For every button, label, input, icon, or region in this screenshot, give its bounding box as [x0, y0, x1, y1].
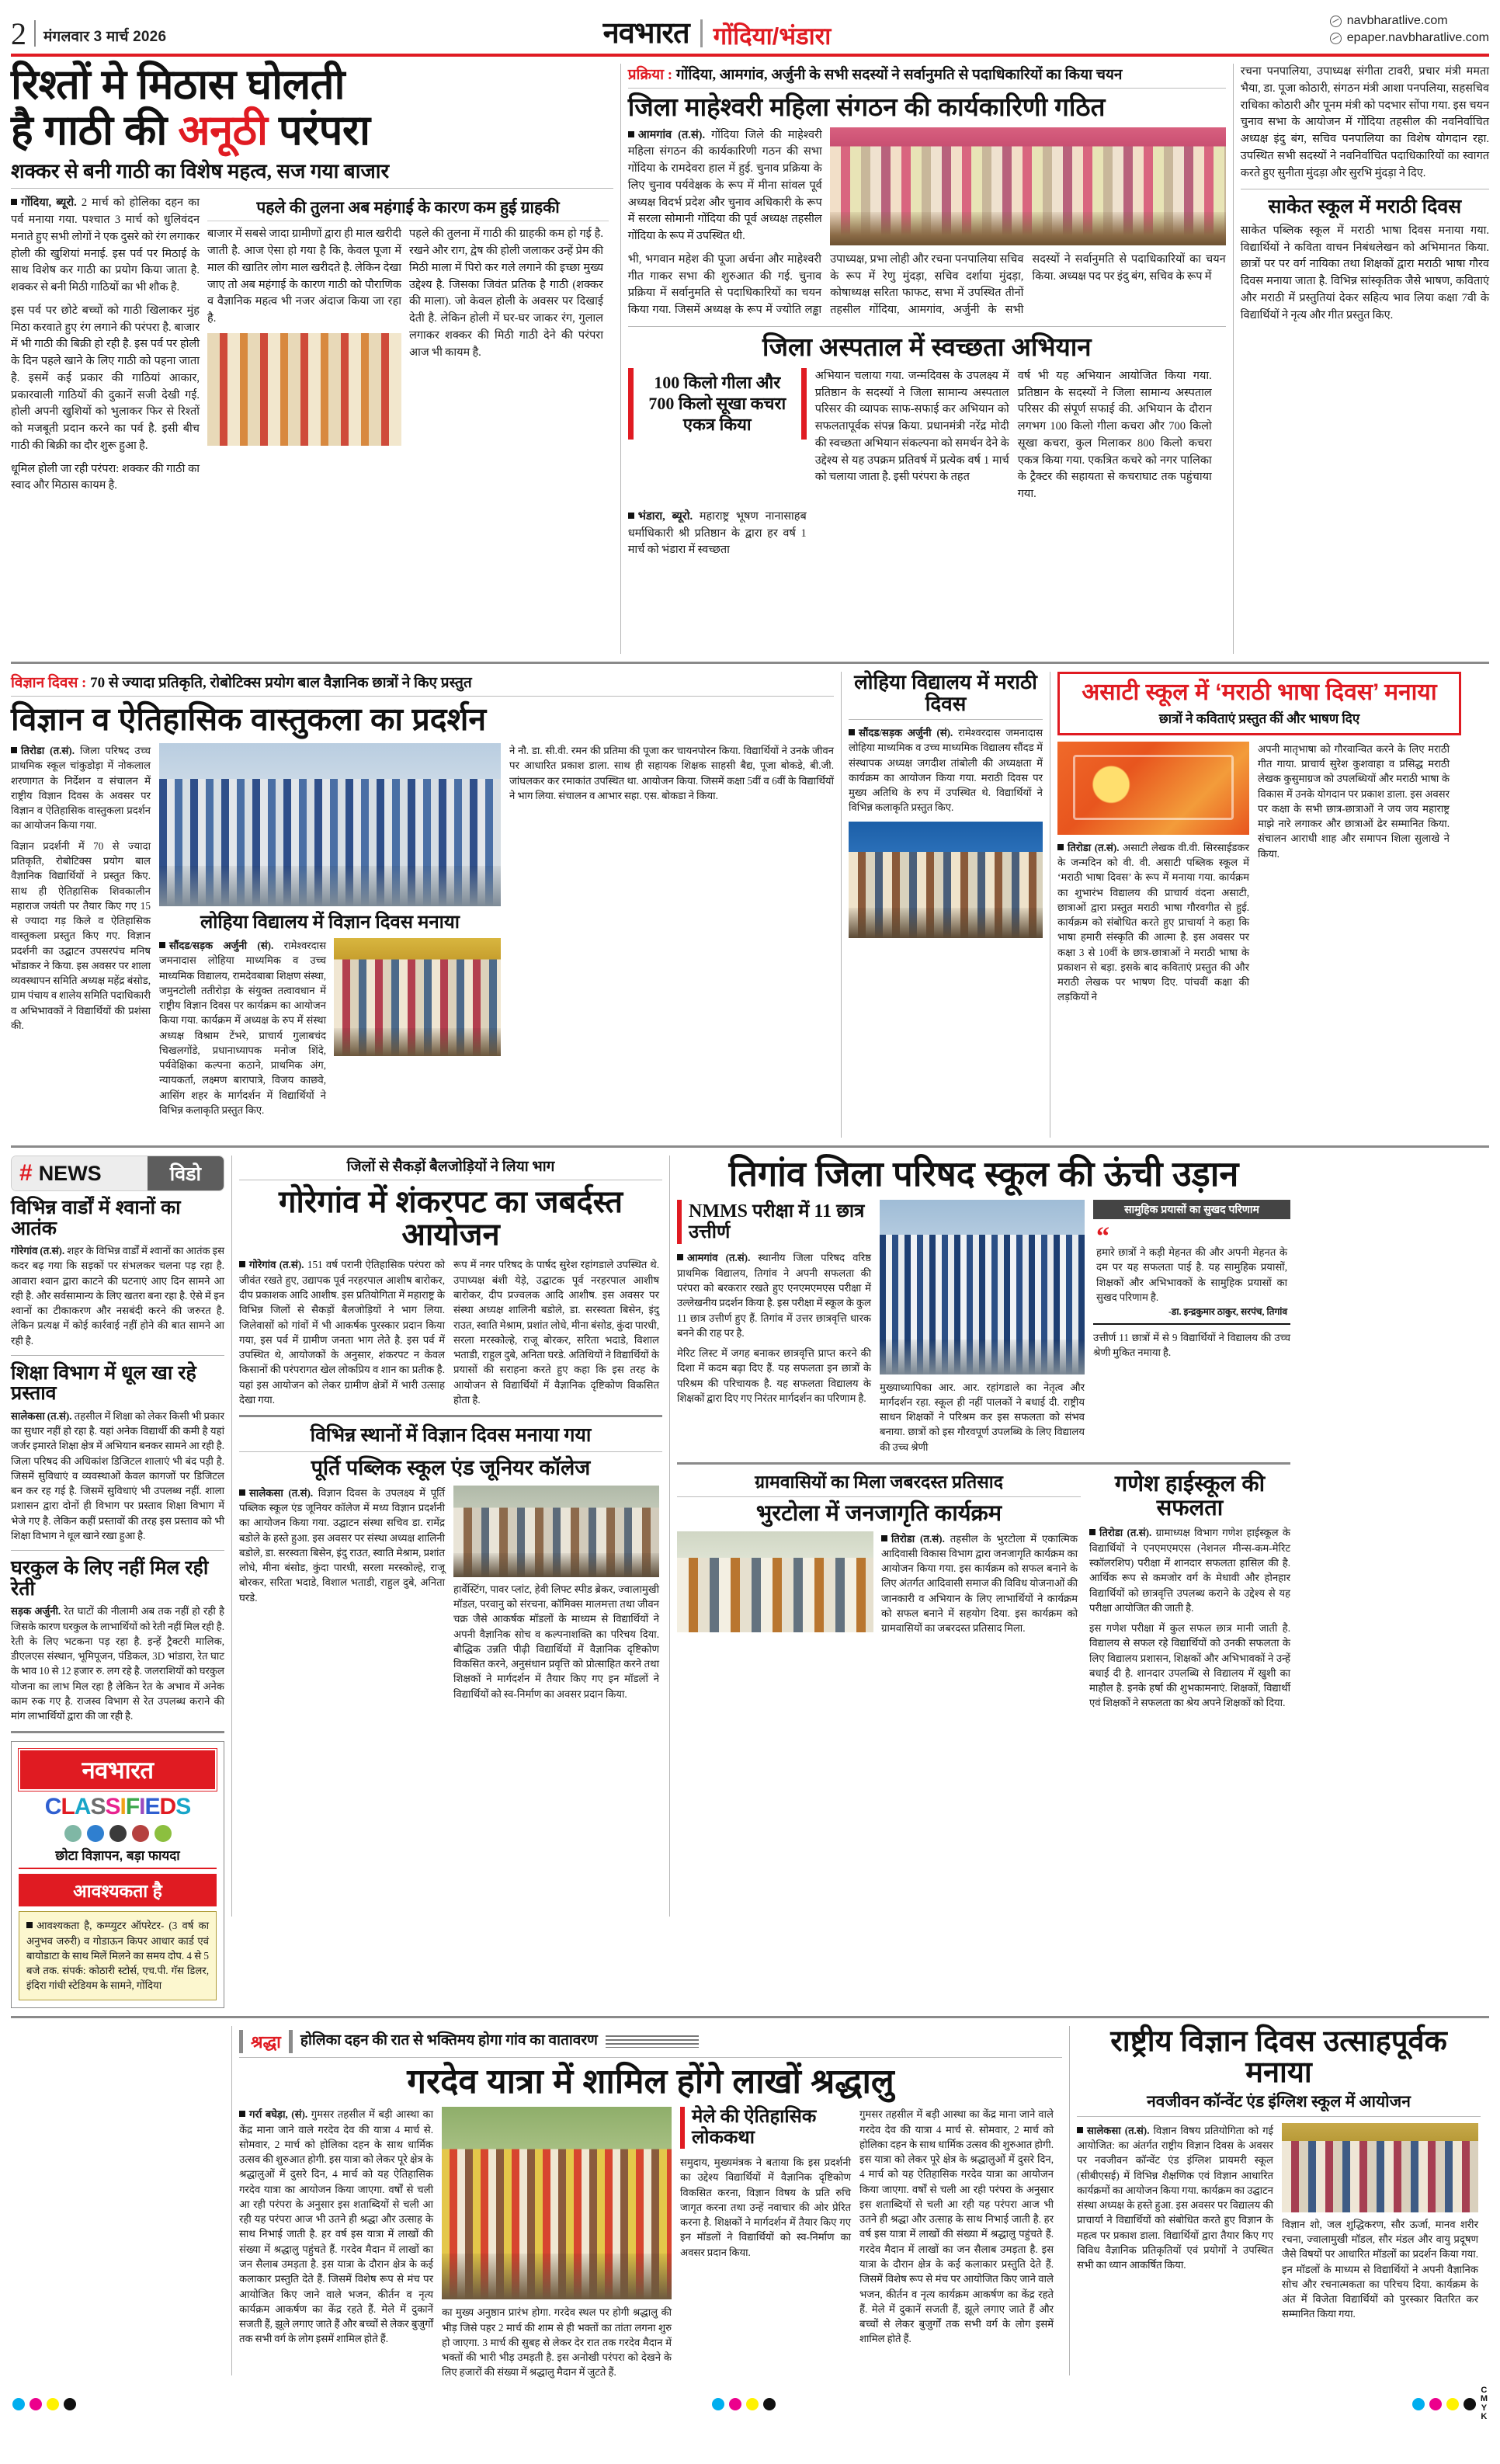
shraddha-col-1	[239, 2107, 433, 2379]
maheshwari-headline: जिला माहेश्वरी महिला संगठन की कार्यकारिणी गठित	[627, 92, 1106, 121]
classifieds-logo: नवभारत	[19, 1749, 217, 1791]
cmyk-dots-center	[712, 2398, 776, 2410]
bhurtola-body: तिरोडा (त.सं). तहसील के भुरटोला में एकात्मिक आदिवासी विकास विभाग द्वारा जनजागृति कार्यक्रम का आयोजन किया गया. इस कार्यक्रम को सफल बनाने के लिए अंतर्गत आदिवासी समाज की विविध योजनाओं की जानकारी व अभियान के लिए लाभार्थियों ने कार्यक्रम को सफल बनाने में सहयोग दिया. इस कार्यक्रम को ग्रामवासियों का जबरदस्त प्रतिसाद मिला.	[881, 1532, 1078, 1635]
folk-tale-box	[680, 2107, 851, 2149]
bullet-square	[1077, 2127, 1083, 2133]
top-section	[11, 61, 1489, 654]
asati-col-1	[1057, 742, 1249, 1005]
lead-col-2b	[409, 226, 603, 446]
wheel-icon	[132, 1825, 149, 1842]
column-separator	[841, 672, 842, 1138]
newspaper-logo: नवभारत	[602, 17, 689, 50]
column-separator	[669, 1156, 670, 1917]
column-separator	[620, 64, 621, 654]
bhurtola-top-headline: ग्रामवासियों का मिला जबरदस्त प्रतिसाद	[677, 1472, 1081, 1497]
quote-attribution: -डा. इन्द्रकुमार ठाकुर, सरपंच, तिगांव	[1168, 1306, 1287, 1318]
photo-marathi-banner	[1057, 742, 1249, 835]
science-body-3: ने नौ. डा. सी.वी. रमन की प्रतिमा की पूजा कर चायनपोरन किया. विद्यार्थियों ने उनके जीवन पर आधारित प्रकाश डाला. साथ ही सहायक शिक्षक साहसी बैद्य, पूजा बोकडे, बी.जी. जांघलकर कर रमाकांत उपस्थित था. आयोजन किया. जिसमें कक्षा 5वीं व 6वीं के विद्यार्थियों ने भाग लिया. संचालन व आभार सहा. एस. बोकडा ने किया.	[509, 745, 834, 801]
asati-headline-box	[1057, 672, 1461, 735]
globe-icon	[1330, 16, 1342, 27]
maheshwari-and-hospital	[628, 64, 1226, 654]
saket-body: साकेत पब्लिक स्कूल में मराठी भाषा दिवस मनाया गया. विद्यार्थियों ने कविता वाचन निबंधलेखन को अभिमानत किया. छात्रों पर पर वर्ग नायिका तथा शिक्षकों द्वारा मराठी भाषा गौरव दिवस मनाया जाता है. विभिन्न सांस्कृतिक जैसे भाषण, कविताएं और मराठी में प्रस्तुतियां देकर सहित्य भाव लिया कक्षा 7वी के विद्यार्थियों ने नृत्य और गीत प्रस्तुत किए.	[1240, 224, 1489, 321]
decorative-lines	[606, 2035, 699, 2048]
shankarpat-column	[239, 1156, 662, 2008]
vigyan-body-1: सालेकसा (त.सं). विज्ञान विषय प्रतियोगिता को गई आयोजित: का अंतर्गत राष्ट्रीय विज्ञान दिवस के अवसर पर नवजीवन कॉन्वेंट एंड इंग्लिश प्रायमरी स्कूल (सीबीएसई) में विभिन्न शैक्षणिक एवं विज्ञान आधारित कार्यक्रमों का आयोजन किया गया. कार्यक्रम का उद्घाटन संस्था अध्यक्ष के हस्ते हुआ. इस अवसर पर विद्यालय की प्राचार्या ने विद्यार्थियों को संबोधित करते हुए विज्ञान के महत्व पर प्रकाश डाला. विद्यार्थियों द्वारा तैयार किए गए विविध वैज्ञानिक प्रतिकृतियों एवं प्रयोगों ने उपस्थित सभी का ध्यान आकर्षित किया.	[1077, 2124, 1273, 2271]
tigaon-column	[677, 1156, 1290, 2008]
ghar-body: सड़क अर्जुनी. रेत घाटों की नीलामी अब तक नहीं हो रही है जिसके कारण घरकुल के लाभार्थियों को रेती नहीं मिल रही है. रेती के लिए भटकना पड़ रहा है. इन्हें ट्रैक्टरी मालिक, डीएलएस संस्थान, भूमिपूजन, पंडिकल, 3D भांडारा, रेत घाट के भाव 10 से 12 हजार रु. लग रहे है. जलराशियों को घरकुल योजना का लाभ मिल रहा है लेकिन रेत के अभाव में अनेक काम रुक गए है. राजस्व विभाग से रेत उपलब्ध कराने की मांग लाभार्थियों द्वारा की जा रही है.	[11, 1605, 224, 1722]
purti-body-2: हार्वेस्टिंग, पावर प्लांट, हेवी लिफ्ट स्पीड ब्रेकर, ज्वालामुखी मॉडल, परवानु को संरचना, कॉमिक्स मालमत्ता तथा जीवन चक्र जैसे आकर्षक मॉडलों के माध्यम से विद्यार्थियों ने अपनी वैज्ञानिक सोच व कल्पनाशक्ति का परिचय दिया. बौद्धिक उन्नति पीढ़ी विद्यार्थियों में वैज्ञानिक दृष्टिकोण विकसित करने, अनुसंधान प्रवृत्ति को प्रोत्साहित करने तथा शिक्षकों ने मार्गदर्शन में तैयार किए गए इन मॉडलों ने विद्यार्थियों को स्व-निर्माण का अवसर प्रदान किया.	[453, 1583, 659, 1700]
tigaon-photo-wrap	[880, 1200, 1085, 1454]
tigaon-body-2: मेरिट लिस्ट में जगह बनाकर छात्रवृत्ति प्राप्त करने की दिशा में कदम बढ़ा दिए हैं. यह सफलता इन छात्रों के परिश्रम की परिचायक है. यह सफलता विद्यालय के शिक्षकों द्वारा दिए गए निरंतर मार्गदर्शन का परिणाम है.	[677, 1347, 871, 1404]
maheshwari-body-3: रचना पनपालिया, उपाध्यक्ष संगीता टावरी, प्रचार मंत्री ममता भैया, डा. पूजा कोठारी, संगठन मंत्री आशा पनपलिया, सहसचिव राधिका कोठारी और पूनम मंत्री को पदभार सोंपा गया. इस चयन चुनाव सभा के आयोजन में गोंदिया तहसील की नवनिर्वाचित अध्यक्ष इंदु बंग, सचिव पनपालिया का विशेष योगदान रहा. उपस्थित सभी सदस्यों ने नवनिर्वाचित पदाधिकारियों का स्वागत करते हुए सुनीता मुंदड़ा और सुरभि मुंदड़ा ने दिए.	[1240, 65, 1489, 179]
footer	[11, 2380, 1489, 2430]
bullet-square	[628, 131, 634, 137]
vigyan-subhead: नवजीवन कॉन्वेंट एंड इंग्लिश स्कूल में आयोजन	[1077, 2088, 1481, 2117]
photo-lohia-stage	[849, 822, 1043, 938]
asati-dateline: तिरोडा (त.सं).	[1068, 841, 1120, 853]
vigyan-headline: राष्ट्रीय विज्ञान दिवस उत्साहपूर्वक मनाया	[1110, 2024, 1447, 2089]
maheshwari-kicker: प्रक्रिया : गोंदिया, आमगांव, अर्जुनी के सभी सदस्यों ने सर्वानुमति से पदाधिकारियों का किया चयन	[628, 64, 1226, 89]
vigyan-body-2: विज्ञान शो, जल शुद्धिकरण, सौर ऊर्जा, मानव शरीर रचना, ज्वालामुखी मॉडल, सौर मंडल और वायु प्रदूषण जैसे विषयों पर आधारित मॉडलों का प्रदर्शन किया गया. इन मॉडलों के माध्यम से विद्यार्थियों ने अपनी वैज्ञानिक सोच और रचनात्मकता का परिचय दिया. कार्यक्रम के अंत में विजेता विद्यार्थियों को पुरस्कार वितरित कर सम्मानित किया गया.	[1282, 2218, 1478, 2320]
section-separator	[628, 326, 1226, 327]
bottom-left-spacer	[11, 2026, 224, 2380]
science-photo-wrap	[159, 743, 501, 1117]
shankarpat-col-1	[239, 1257, 445, 1407]
purti-dateline: सालेकसा (त.सं).	[249, 1486, 314, 1499]
asati-headline: असाटी स्कूल में ‘मराठी भाषा दिवस’ मनाया	[1082, 679, 1437, 705]
bullet-square	[159, 942, 165, 948]
purti-body-1: सालेकसा (त.सं). विज्ञान दिवस के उपलक्ष्य में पूर्ति पब्लिक स्कूल एंड जूनियर कॉलेज में मध्य विज्ञान प्रदर्शनी का आयोजन किया गया. उद्घाटन संस्था सचिव डा. रामेंद्र बडोले के हस्ते हुआ. इस अवसर पर संस्था अध्यक्ष शालिनी बडोले, डा. सरस्वता बिसेन, इंदु राउत, स्वाति मेश्राम, प्रशांत लोधे, मीना बंसोड, कुंदा पारधी, सरला मरस्कोल्हे, राजू बोरकर, सरिता भदाडे, विशाल भताडी, राहुल दुबे, अनिता घरडे.	[239, 1486, 445, 1604]
asati-deck: छात्रों ने कविताएं प्रस्तुत कीं और भाषण दिए	[1158, 711, 1360, 726]
black-dot	[1464, 2398, 1476, 2410]
photo-shraddha-rally	[442, 2107, 672, 2299]
masthead-red-rule	[11, 54, 1489, 57]
lead-col-2a	[207, 226, 401, 446]
vigyan-divas-column	[1077, 2026, 1481, 2380]
dust-dateline: सालेकसा (त.सं).	[11, 1409, 72, 1422]
mid-section	[11, 1156, 1489, 2008]
section-separator	[11, 1731, 224, 1733]
bullet-square	[677, 1254, 683, 1260]
page-number: 2	[11, 16, 26, 51]
shraddha-body-1-cont: गुमसर तहसील में बड़ी आस्था का केंद्र माना जाने वाले गरदेव देव की यात्रा 4 मार्च से. सोमवार, 2 मार्च को होलिका दहन के साथ धार्मिक उत्सव की शुरुआत होगी. इस यात्रा को लेकर पूरे क्षेत्र के श्रद्धालुओं में दुसरे दिन, 4 मार्च को यह ऐतिहासिक गरदेव यात्रा का आयोजन किया जाएगा. वर्षों से चली आ रही परंपरा के अनुसार इस शताब्दियों से चली आ रही यह परंपरा आज भी उतने ही श्रद्धा और उत्साह के साथ निभाई जाती है. हर वर्ष इस यात्रा में लाखों की संख्या में श्रद्धालु पहुंचते हैं. गरदेव मैदान में लाखों का जन सैलाब उमड़ता है. इस यात्रा के दौरान क्षेत्र के कई कलाकार प्रस्तुति देते हैं. जिसमें विशेष रूप से मंच पर आयोजित किए जाने वाले भजन, कीर्तन व नृत्य कार्यक्रम आकर्षण का केंद्र रहते हैं. मेले में दुकानें सजती हैं, झूले लगाए जाते हैं और बच्चों से लेकर बुजुर्गों तक सभी वर्ग के लोग इसमें शामिल होते हैं.	[859, 2108, 1054, 2345]
vigyan-dateline: सालेकसा (त.सं).	[1087, 2124, 1150, 2136]
science-section	[11, 672, 1489, 1138]
hash-icon: #	[19, 1160, 33, 1186]
shankarpat-col-2	[453, 1257, 659, 1407]
epaper-url: epaper.navbharatlive.com	[1346, 31, 1489, 44]
lead-story	[11, 61, 613, 654]
hospital-col-2	[1018, 368, 1212, 503]
shraddha-headline: गरदेव यात्रा में शामिल होंगे लाखों श्रद्धालु	[407, 2062, 894, 2101]
lead-body-3: धूमिल होली जा रही परंपरा: शक्कर की गाठी का स्वाद और मिठास कायम है.	[11, 462, 200, 492]
shraddha-col-4	[859, 2107, 1054, 2379]
science-main	[11, 672, 834, 1138]
column-separator	[1069, 2026, 1070, 2375]
masthead	[11, 0, 1489, 51]
photo-science-exhibition	[159, 743, 501, 906]
section-separator	[11, 1355, 224, 1356]
lead-body-4: बाजार में सबसे जादा ग्रामीणों द्वारा ही माल खरीदी जाती है. आज ऐसा हो गया है कि, केवल पूजा में माल की खातिर लोग माल खरीदते है. लेकिन देखा जाए तो अब महंगाई के कारण गाठी को पौराणिक व वैज्ञानिक महत्व भी नजर अंदाज किया जा रहा है.	[207, 228, 401, 325]
yellow-dot	[746, 2398, 759, 2410]
ganesh-body-1: तिरोडा (त.सं). ग्रामाध्यक्ष विभाग गणेश हाईस्कूल के विद्यार्थियों ने एनएमएमएस (नेशनल मीन्स-कम-मेरिट स्कॉलरशिप) परीक्षा में शानदार सफलता हासिल की है. आर्थिक रूप से कमजोर वर्ग के मेधावी और होनहार विद्यार्थियों को छात्रवृत्ति उपलब्ध कराने के उद्देश्य से यह परीक्षा आयोजित की जाती है.	[1089, 1527, 1290, 1614]
shankarpat-headline: गोरेगांव में शंकरपट का जबर्दस्त आयोजन	[278, 1184, 623, 1253]
news-tag-label: NEWS	[38, 1161, 102, 1185]
shraddha-strip	[239, 2026, 1062, 2058]
folk-tale-title: मेले की ऐतिहासिक लोककथा	[692, 2107, 817, 2149]
maheshwari-body-2: भी, भगवान महेश की पूजा अर्चना और माहेश्वरी गीत गाकर सभा की शुरुआत की गई. चुनाव प्रक्रिया में सर्वानुमति से पदाधिकारियों का चयन किया गया. जिसमें अध्यक्ष के रूप में ज्योति लड्ढा उपाध्यक्ष, प्रभा लोही और रचना पनपालिया सचिव के रूप में रेणु मुंदड़ा, सचिव दर्शाया मुंदड़ा, कोषाध्यक्ष सरिता फाफट, सभा में उपस्थित तीनों तहसील गोंदिया, आमगांव, अर्जुनी के सभी सदस्यों ने सर्वानुमति से पदाधिकारियों का चयन किया. अध्यक्ष पद पर इंदु बंग, सचिव के रूप में	[627, 252, 1226, 317]
lead-headline-highlight: अनूठी	[178, 107, 268, 155]
masthead-logo-group	[603, 19, 832, 48]
asati-column	[1057, 672, 1461, 1138]
classifieds-want-bar: आवश्यकता है	[19, 1874, 217, 1906]
logo-divider	[700, 19, 703, 47]
ganesh-dateline: तिरोडा (त.सं).	[1099, 1527, 1152, 1539]
purti-top-headline: विभिन्न स्थानों में विज्ञान दिवस मनाया गया	[239, 1425, 662, 1452]
strip-bar	[239, 2030, 243, 2053]
shraddha-body-2: का मुख्य अनुष्ठान प्रारंभ होगा. गरदेव स्थल पर होगी श्रद्धालु की भीड़ जिसे पहर 2 मार्च की शाम से ही भक्तों का तांता लगना शुरु हो जाएगा. 3 मार्च की सुबह से लेकर देर रात तक गरदेव मैदान में भक्तों की भारी भीड़ उमड़ती है. इस अनोखी परंपरा को देखने के लिए हजारों की संख्या में श्रद्धालु मैदान में जुटते हैं.	[442, 2306, 672, 2379]
shraddha-body-3: समुदाय, मुख्यमंत्रक ने बताया कि इस प्रदर्शनी का उद्देश्य विद्यार्थियों में वैज्ञानिक दृष्टिकोण विकसित करना, विज्ञान विषय के प्रति रुचि जागृत करना तथा उन्हें नवाचार की ओर प्रेरित करना है. शिक्षकों ने मार्गदर्शन में तैयार किए गए इन मॉडलों ने विद्यार्थियों को स्व-निर्माण का अवसर प्रदान किया.	[680, 2156, 851, 2258]
tigaon-dateline: आमगांव (त.सं).	[687, 1252, 751, 1264]
tigaon-col-1	[677, 1200, 871, 1454]
maheshwari-dateline: आमगांव (त.सं).	[637, 128, 706, 141]
science-headline: विज्ञान व ऐतिहासिक वास्तुकला का प्रदर्शन	[11, 700, 487, 737]
photo-vigyan-award	[1282, 2123, 1478, 2212]
major-separator	[11, 1145, 1489, 1148]
tigaon-col-3	[1093, 1200, 1290, 1454]
globe-icon	[1330, 33, 1342, 44]
bullet-square	[26, 1922, 33, 1928]
bullet-square	[11, 199, 17, 205]
maheshwari-col-1	[628, 127, 822, 245]
magenta-dot	[30, 2398, 42, 2410]
edition-name: गोंदिया/भंडारा	[713, 23, 832, 50]
photo-sweets-market	[207, 333, 401, 446]
website-url: navbharatlive.com	[1346, 14, 1448, 27]
masthead-urls	[1330, 14, 1489, 48]
shraddha-box-col	[680, 2107, 851, 2379]
hospital-col-1	[815, 368, 1009, 503]
epaper-url-row[interactable]	[1330, 31, 1489, 45]
shankarpat-body-2: रूप में नगर परिषद के पार्षद सुरेश रहांगडाले उपस्थित थे. उपाध्यक्ष बंशी येड़े, उद्घाटक पूर्व नरहरपाल आशीष बारोकर, दीप प्रज्वलक आदि आशीष. इस अवसर पर संस्था अध्यक्ष शालिनी बडोले, डा. सरस्वता बिसेन, इंदु राउत, स्वाति मेश्राम, प्रशांत लोधे, मीना बंसोड, कुंदा पारधी, सरला मरस्कोल्हे, राजू बोरकर, सरिता भदाडे, विशाल भताडी, राहुल दुबे, अनिता घरडे. अतिथियों ने विद्यार्थियों के प्रयासों की सराहना करते हुए कहा कि इस तरह के आयोजन से विद्यार्थियों में वैज्ञानिक दृष्टिकोण विकसित होता है.	[453, 1259, 659, 1406]
major-separator	[11, 2016, 1489, 2018]
house-icon	[64, 1825, 82, 1842]
bottom-section	[11, 2026, 1489, 2380]
quote-box	[1093, 1224, 1290, 1325]
major-separator	[11, 662, 1489, 664]
quote-text: हमारे छात्रों ने कड़ी मेहनत की और अपनी मेहनत के दम पर यह सफलता पाई है. यह सामुहिक प्रयासों, शिक्षकों और अभिभावकों के सामुहिक प्रयासों का सुखद परिणाम है.	[1096, 1246, 1287, 1303]
hospital-body-1: अभियान चलाया गया. जन्मदिवस के उपलक्ष्य में प्रतिष्ठान के सदस्यों ने जिला सामान्य अस्पताल परिसर की व्यापक साफ-सफाई कर अभियान को सफलतापूर्वक संपन्न किया. प्रधानमंत्री नरेंद्र मोदी की स्वच्छता अभियान संकल्पना को समर्थन देने के उद्देश्य से यह उपक्रम प्रतिवर्ष में प्रत्येक वर्ष 1 मार्च को चलाया जाता है. इसी परंपरा के तहत	[814, 369, 1009, 484]
lohia-marathi-body: सौंदड/सड़क अर्जुनी (सं). रामेश्वरदास जमनादास लोहिया माध्यमिक व उच्च माध्यमिक विद्यालय सौंदड में संस्थापक अध्यक्ष जगदीश तांबोली की अध्यक्षता में कार्यक्रम का आयोजन किया गया. मराठी दिवस पर मुख्य अतिथि के रुप में उपस्थित थे. विद्यार्थियों ने विभिन्न कलाकृति प्रस्तुत किए.	[849, 727, 1043, 814]
hospital-headline: जिला अस्पताल में स्वच्छता अभियान	[762, 332, 1092, 361]
yellow-dot	[47, 2398, 59, 2410]
cyan-dot	[12, 2398, 25, 2410]
lohia-dateline: सौंदड/सड़क अर्जुनी (सं).	[169, 940, 274, 952]
search-icon	[87, 1825, 104, 1842]
science-kicker: विज्ञान दिवस : 70 से ज्यादा प्रतिकृति, रोबोटिक्स प्रयोग बाल वैज्ञानिक छात्रों ने किए प्रस्तुत	[11, 672, 834, 697]
maheshwari-body-1: आमगांव (त.सं). गोंदिया जिले की माहेश्वरी महिला संगठन की कार्यकारिणी गठन की सभा गोंदिया के रामदेवरा हाल में हुई. चुनाव प्रक्रिया के लिए चुनाव पर्यवेक्षक के रूप में मीना सांवल पूर्व अध्यक्ष विदर्भ प्रदेश और चुनाव अधिकारी के रूप में सरला सोमानी गोंदिया की पूर्व अध्यक्ष तहसील गोंदिया के रूप में उपस्थित थी.	[627, 128, 822, 243]
cyan-dot	[712, 2398, 724, 2410]
kicker-label: प्रक्रिया :	[627, 67, 673, 83]
tigaon-headline: तिगांव जिला परिषद स्कूल की ऊंची उड़ान	[728, 1154, 1239, 1194]
lead-dateline: गोंदिया, ब्यूरो.	[21, 196, 77, 210]
magenta-dot	[1429, 2398, 1442, 2410]
purti-col-2	[453, 1486, 659, 1701]
bullet-square	[1057, 844, 1064, 850]
shankarpat-dateline: गोरेगांव (त.सं).	[249, 1259, 304, 1271]
lohia-science-headline: लोहिया विद्यालय में विज्ञान दिवस मनाया	[200, 912, 460, 933]
lead-headline-line2: है गाठी की अनूठी परंपरा	[11, 107, 370, 155]
shraddha-column	[239, 2026, 1062, 2380]
hospital-pullquote-box	[628, 368, 807, 440]
column-separator	[231, 1156, 232, 1917]
ganesh-body-2: इस गणेश परीक्षा में कुल सफल छात्र मानी जाती है. विद्यालय से सफल रहे विद्यार्थियों को उनकी सफलता के लिए विद्यालय प्रशासन, शिक्षकों और अभिभावकों ने उन्हें बधाई दी है. शानदार उपलब्धि से विद्यालय में खुशी का माहौल है. इनके हर्षा की शुभकामनाएं. शिक्षकों, विद्यार्थी एवं शिक्षकों ने सफलता का श्रेय अपने शिक्षकों को दिया.	[1089, 1622, 1290, 1709]
lead-col-1	[11, 195, 200, 495]
asati-body-2: अपनी मातृभाषा को गौरवान्वित करने के लिए मराठी गीत गाया. प्राचार्य सुरेश कुशवाहा व प्रसिद्ध मराठी लेखक कुसुमाग्रज को उपलब्धियों और मराठी भाषा के विकास में उनके योगदान पर प्रकाश डाला. इस अवसर पर कक्षा के सभी छात्र-छात्राओं ने जय जय महाराष्ट्र माझे नारे लगाकर और छात्राओं ढेर सम्मानित किया. संचालन आराधी शाह और समापन शिला सुलाखे ने किया.	[1258, 742, 1450, 860]
strip-bar	[289, 2030, 293, 2053]
hospital-dateline-para: भंडारा, ब्यूरो. महाराष्ट्र भूषण नानासाहब धर्माधिकारी श्री प्रतिष्ठान के द्वारा हर वर्ष 1 मार्च को भंडारा में स्वच्छता	[627, 509, 807, 557]
dogs-headline: विभिन्न वार्डों में श्वानों का आतंक	[11, 1197, 181, 1239]
shankarpat-kicker: जिलों से सैकड़ों बैलजोड़ियों ने लिया भाग	[239, 1156, 662, 1180]
ghar-dateline: सड़क अर्जुनी.	[11, 1605, 61, 1618]
health-icon	[155, 1825, 172, 1842]
bullet-square	[881, 1535, 887, 1541]
maheshwari-photo-wrap	[830, 127, 1226, 245]
news-tag-label-wrap	[12, 1156, 148, 1190]
lohia-marathi-dateline: सौंदड/सड़क अर्जुनी (सं).	[859, 727, 953, 739]
cmyk-dots-right	[1412, 2386, 1488, 2422]
quote-header: सामुहिक प्रयासों का सुखद परिणाम	[1093, 1200, 1290, 1219]
classifieds-card	[11, 1741, 224, 2007]
lohia-body: सौंदड/सड़क अर्जुनी (सं). रामेश्वरदास जमनादास लोहिया माध्यमिक व उच्च माध्यमिक विद्यालय, रामदेवबाबा शिक्षण संस्था, जमुनटोली ततीरोड़ा के संयुक्त तत्वावधान में राष्ट्रीय विज्ञान दिवस पर कार्यक्रम का आयोजन किया गया. कार्यक्रम में अध्यक्ष के रुप में संस्था अध्यक्ष विश्राम टेंभरे, प्राचार्य गुलाबचंद चिखलगोंडे, प्रधानाध्यापक मनोज शिंदे, पर्यवेक्षिका कल्पना कठाने, प्राथमिक अंग, न्यायकर्ता, लक्ष्मण बारापात्रे, विजय काछवे, आसिंग शहर के मार्गदर्शन में विद्यार्थियों ने विभिन्न कलाकृति प्रस्तुत किए.	[159, 940, 327, 1116]
masthead-divider	[34, 20, 36, 47]
bullet-square	[239, 1489, 245, 1496]
bhurtola-dateline: तिरोडा (त.सं).	[891, 1532, 945, 1545]
lead-deck: पहले की तुलना अब महंगाई के कारण कम हुई ग्राहकी	[207, 195, 609, 221]
dust-headline: शिक्षा विभाग में धूल खा रहे प्रस्ताव	[11, 1361, 196, 1405]
classifieds-wordmark: CLASSIFIEDS	[44, 1794, 191, 1820]
column-separator	[1233, 64, 1234, 654]
photo-maheshwari-group	[830, 127, 1226, 245]
lead-subhead: शक्कर से बनी गाठी का विशेष महत्व, सज गया बाजार	[11, 160, 613, 189]
lead-headline-line1: रिश्तों मे मिठास घोलती	[11, 61, 345, 108]
hospital-dateline: भंडारा, ब्यूरो.	[637, 509, 693, 523]
hospital-body-2: वर्ष भी यह अभियान आयोजित किया गया. प्रतिष्ठान के सदस्यों ने जिला सामान्य अस्पताल परिसर की संपूर्ण सफाई की. अभियान के दौरान लगभग 100 किलो गीला कचरा और 700 किलो सूखा कचरा, कुल मिलाकर 800 किलो कचरा एकत्र किया गया. एकत्रित कचरे को नगर पालिका के ट्रैक्टर की सहायता से कचराघाट तक पहुंचाया गया.	[1017, 369, 1212, 501]
photo-tigaon-students	[880, 1200, 1085, 1374]
asati-body-1: तिरोडा (त.सं). असाटी लेखक वी.वी. सिरसाईडकर के जन्मदिन को वी. वी. असाटी पब्लिक स्कूल में ‘मराठी भाषा दिवस’ के रूप में मनाया गया. कार्यक्रम का शुभारंभ विद्यालय की प्राचार्य वंदना असाटी, छात्राओं द्वारा प्रस्तुत मराठी भाषा गौरवगीत से हुई. कार्यक्रम को संबोधित करते हुए प्राचार्या ने कहा कि भाषा हमारी संस्कृति की आत्मा है. इस अवसर पर कक्षा 3 से 10वीं के छात्र-छात्राओं ने मराठी भाषा के प्रकाशन से बड़ा. इसके बाद कविताएं प्रस्तुत की और मराठी लेखक पर भाषण दिए. पांचवीं कक्षा की लड़कियों ने	[1057, 841, 1249, 1003]
magenta-dot	[729, 2398, 741, 2410]
lead-body-5: पहले की तुलना में गाठी की ग्राहकी कम हो गई है. रखने और राग, द्वेष की होली जलाकर उन्हें प्रेम की मिठी माला में पिरो कर गले लगाने की इच्छा मुख्य उद्देश्य है. जिसका जिवंत प्रतिक है गाठी (शक्कर की माला). जो केवल होली के अवसर पर दिखाई देती है. लेकिन होली में घर-घर जाकर रंग, गुलाल लगाकर शक्कर की मिठी गाठी देने की परंपरा आज भी कायम है.	[409, 228, 603, 359]
lead-body-2: इस पर्व पर छोटे बच्चों को गाठी खिलाकर मुंह मिठा करवाते हुए रंग लगाने की परंपरा है. बाजार में भी गाठी की बिक्री हो रही है. इस पर्व पर होली के दिन पहले खाने के लिए गाठी को पहना जाता है. इसमें कई प्रकार की गाठियां आकार, प्रकारवाली गाठियों की दुकानें सजी देखी गई. होली अपनी खुशियों को भुलाकर फिर से रिश्तों को मजबूती प्रदान करने का पर्व है. इसी बीच गाठी की बिक्री का दौर शुरू हुआ है.	[11, 304, 200, 452]
shraddha-dateline: गर्रा बघेड़ा, (सं).	[249, 2108, 308, 2121]
publication-date: मंगलवार 3 मार्च 2026	[43, 29, 167, 45]
hospital-pullquote: 100 किलो गीला और 700 किलो सूखा कचरा एकत्र किया	[648, 372, 786, 434]
vigyan-col-2	[1282, 2123, 1478, 2322]
bhurtola-column	[677, 1472, 1081, 1711]
bullet-square	[849, 729, 855, 735]
bhurtola-headline: भुरटोला में जनजागृति कार्यक्रम	[755, 1500, 1002, 1526]
photo-purti-exhibition	[453, 1486, 659, 1577]
cmyk-dots-left	[12, 2398, 76, 2410]
photo-bhurtola-speaker	[677, 1531, 873, 1632]
black-dot	[64, 2398, 76, 2410]
shankarpat-body-1: गोरेगांव (त.सं). 151 वर्ष परानी ऐतिहासिक परंपरा को जीवंत रखते हुए, उद्यापक पूर्व नरहरपाल आशीष बारोकर, दीप प्रकाशक आदि आशीष. इस प्रतियोगिता में महाराष्ट्र के विभिन्न जिलों से सैकड़ों बैलजोड़ियों ने भाग लिया. जिलेवासों को गांवों में भी आकर्षक पुरस्कार प्रदान किया गया, इस पर्व में ग्रामीण जनता भाग लेते है. इस पर्व में उपस्थित थे, आयोजकों के अनुसार, शंकरपट न केवल किसानों की परंपरागत खेल लोकप्रिय व शान का प्रतीक है. यहां इस आयोजन को लेकर ग्रामीण क्षेत्रों में भारी उत्साह देखा गया.	[239, 1259, 445, 1406]
news-tag-video[interactable]: विडो	[148, 1156, 224, 1190]
asati-col-2	[1258, 742, 1450, 1005]
science-col-3	[509, 743, 834, 1117]
classifieds-icons	[19, 1825, 217, 1842]
science-dateline: तिरोडा (त.सं).	[21, 745, 75, 757]
news-video-tag[interactable]	[11, 1156, 224, 1191]
shraddha-photo-wrap	[442, 2107, 672, 2379]
dogs-dateline: गोरेगांव (त.सं).	[11, 1245, 65, 1256]
bullet-square	[239, 2111, 245, 2117]
science-col-1	[11, 743, 151, 1117]
classifieds-tagline: छोटा विज्ञापन, बड़ा फायदा	[55, 1848, 180, 1864]
lead-dateline-para: गोंदिया, ब्यूरो. 2 मार्च को होलिका दहन का पर्व मनाया गया. पश्चात 3 मार्च को धुलिवंदन मनाते हुए सभी लोगों ने एक दुसरे को रंग लगाकर होली की खुशियां मनाई. इस पर्व पर मिठाई के साथ विशेष कर गाठी का प्रयोग किया जाता है. शक्कर से बनी मिठी गाठियों का भी शौक है.	[11, 196, 200, 294]
lead-col-2	[207, 195, 609, 495]
classifieds-want-body: आवश्यकता है, कम्प्युटर ऑपरेटर- (3 वर्ष का अनुभव जरुरी) व गोडाऊन किपर आधार कार्ड एवं बायोडाटा के साथ मिलें मिलने का समय दोप. 4 से 5 बजे तक. संपर्क: कोठारी स्टोर्स, एच.पी. गॅस डिलर, इंदिरा गांधी स्टेडियम के सामने, गोंदिया	[19, 1911, 217, 2000]
shraddha-body-1: गर्रा बघेड़ा, (सं). गुमसर तहसील में बड़ी आस्था का केंद्र माना जाने वाले गरदेव देव की यात्रा 4 मार्च से. सोमवार, 2 मार्च को होलिका दहन के साथ धार्मिक उत्सव की शुरुआत होगी. इस यात्रा को लेकर पूरे क्षेत्र के श्रद्धालुओं में दुसरे दिन, 4 मार्च को यह ऐतिहासिक गरदेव यात्रा का आयोजन किया जाएगा. वर्षों से चली आ रही परंपरा के अनुसार इस शताब्दियों से चली आ रही यह परंपरा आज भी उतने ही श्रद्धा और उत्साह के साथ निभाई जाती है. हर वर्ष इस यात्रा में लाखों की संख्या में श्रद्धालु पहुंचते हैं. गरदेव मैदान में लाखों का जन सैलाब उमड़ता है. इस यात्रा के दौरान क्षेत्र के कई कलाकार प्रस्तुति देते हैं. जिसमें विशेष रूप से मंच पर आयोजित किए जाने वाले भजन, कीर्तन व नृत्य कार्यक्रम आकर्षण का केंद्र रहते हैं. मेले में दुकानें सजती हैं, झूले लगाए जाते हैं और बच्चों से लेकर बुजुर्गों तक सभी वर्ग के लोग इसमें शामिल होते हैं.	[239, 2108, 433, 2345]
dust-body: सालेकसा (त.सं). तहसील में शिक्षा को लेकर किसी भी प्रकार का सुधार नहीं हो रहा है. यहां अनेक विद्यार्थी की कमी है यहां जर्जर इमारते शिक्षा क्षेत्र में अभियान बनकर सामने आ रही है. जिला परिषद की अधिकांश डिजिटल शालाएं भी बंद पड़ी है. जिसमें सुविधाएं व व्यवस्थाओं केवल कागजों पर डिजिटल बन कर रह गई है. जिसमें सुविधाएं भी उपलब्ध नहीं. शाला प्रशासन द्वारा दोनों ही विभाग पर प्रस्ताव शिक्षा विभाग में भेजे गए है. लेकिन कहीं प्रस्तावों की तरह इस प्रस्ताव को भी शिक्षा विभाग ने धूल खाने रखा हुआ है.	[11, 1409, 224, 1541]
dogs-body: गोरेगांव (त.सं). शहर के विभिन्न वार्डों में श्वानों का आतंक इस कदर बढ़ गया कि सड़कों पर संभलकर चलना पड़ रहा है. आवारा श्वान द्वारा काटने की घटनाएं आए दिन सामने आ रही है. और सर्वसामान्य के लिए खतरा बना रहा है. ऐसे में इन श्वानों का टीकाकरण और नसबंदी करने की जरुरत है. लेकिन प्रत्यक्ष में कोई कार्रवाई नहीं होने की बात सामने आ रही है.	[11, 1245, 225, 1347]
ganesh-headline: गणेश हाईस्कूल की सफलता	[1114, 1472, 1266, 1520]
tigaon-body-1: आमगांव (त.सं). स्थानीय जिला परिषद वरिष्ठ प्राथमिक विद्यालय, तिगांव ने अपनी सफलता की परंपरा को बरकरार रखते हुए एनएमएमएस परीक्षा में उल्लेखनीय प्रदर्शन किया है. इस परीक्षा में स्कूल के कुल 11 छात्र उत्तीर्ण हुए हैं. तिगांव में उत्तर छात्रवृत्ति धारक बनने की राह पर है.	[677, 1252, 871, 1339]
section-separator	[11, 1550, 224, 1551]
black-dot	[763, 2398, 776, 2410]
purti-col-1	[239, 1486, 445, 1701]
bullet-square	[239, 1261, 245, 1267]
news-briefs-column	[11, 1156, 224, 2008]
saket-headline: साकेत स्कूल में मराठी दिवस	[1268, 196, 1462, 218]
section-separator	[239, 1415, 662, 1417]
tigaon-footnote: उत्तीर्ण 11 छात्रों में से 9 विद्यार्थियों ने विद्यालय की उच्च श्रेणी मुकित नमाया है.	[1093, 1332, 1290, 1359]
yellow-dot	[1446, 2398, 1459, 2410]
masthead-left	[11, 16, 167, 51]
column-separator	[231, 2026, 232, 2375]
kicker-label: विज्ञान दिवस :	[11, 675, 87, 691]
cyan-dot	[1412, 2398, 1425, 2410]
photo-lohia-ceremony	[334, 938, 501, 1056]
bullet-square	[11, 747, 17, 753]
ganesh-column	[1089, 1472, 1290, 1711]
ghar-headline: घरकुल के लिए नहीं मिल रही रेती	[11, 1557, 209, 1600]
website-url-row[interactable]	[1330, 14, 1489, 28]
graduation-cap-icon	[109, 1825, 127, 1842]
lohia-marathi-column	[849, 672, 1043, 1138]
science-body-2: विज्ञान प्रदर्शनी में 70 से ज्यादा प्रतिकृति, रोबोटिक्स प्रयोग बाल वैज्ञानिक विद्यार्थियों ने प्रस्तुत किए. साथ ही ऐतिहासिक शिवकालीन महाराज जयंती पर तैयार किए गए 15 से ज्यादा गड़ किले व ऐतिहासिक वास्तुकला प्रस्तुत किए गए. विज्ञान प्रदर्शनी का उद्घाटन उपसरपंच मनिष भोंडाकर ने किया. इस अवसर पर शाला व्यवस्थापन समिति अध्यक्ष महेंद्र बंसोड, ग्राम पंचाय व शालेय समिति पदाधिकारी व अभिभावकों ने विद्यार्थियों की प्रशंसा की.	[11, 839, 151, 1031]
purti-headline: पूर्ति पब्लिक स्कूल एंड जूनियर कॉलेज	[311, 1456, 591, 1480]
tigaon-body-3: मुख्याध्यापिका आर. आर. रहांगडाले का नेतृत्व और मार्गदर्शन रहा. स्कूल ही नहीं पालकों ने बधाई दी. राष्ट्रीय साधन शिक्षकों ने परिश्रम कर इस सफलता को संभव बनाया. छात्रों को इस गौरवपूर्ण उपलब्धि के लिए विद्यालय की उच्च श्रेणी	[880, 1381, 1085, 1453]
nmms-label: NMMS परीक्षा में 11 छात्र उत्तीर्ण	[689, 1201, 865, 1242]
right-top-column	[1241, 64, 1489, 654]
vigyan-col-1	[1077, 2123, 1273, 2322]
science-body-1: तिरोडा (त.सं). जिला परिषद उच्च प्राथमिक स्कूल चांकुडोड़ा में नोकलाल शरणागत के निर्देशन व संचालन में राष्ट्रीय विज्ञान दिवस के अवसर पर विज्ञान व ऐतिहासिक वास्तुकला प्रदर्शन का आयोजन किया गया.	[11, 745, 151, 832]
nmms-box	[677, 1200, 871, 1245]
lohia-marathi-headline: लोहिया विद्यालय में मराठी दिवस	[849, 672, 1043, 720]
bullet-square	[628, 513, 634, 519]
cmyk-label: C M Y K	[1480, 2385, 1488, 2422]
shraddha-tag: श्रद्धा	[251, 2031, 281, 2052]
shraddha-kicker: होलिका दहन की रात से भक्तिमय होगा गांव का वातावरण	[300, 2032, 598, 2049]
bullet-square	[1089, 1529, 1095, 1535]
section-separator	[677, 1462, 1290, 1465]
quote-mark-icon: “	[1096, 1222, 1109, 1251]
